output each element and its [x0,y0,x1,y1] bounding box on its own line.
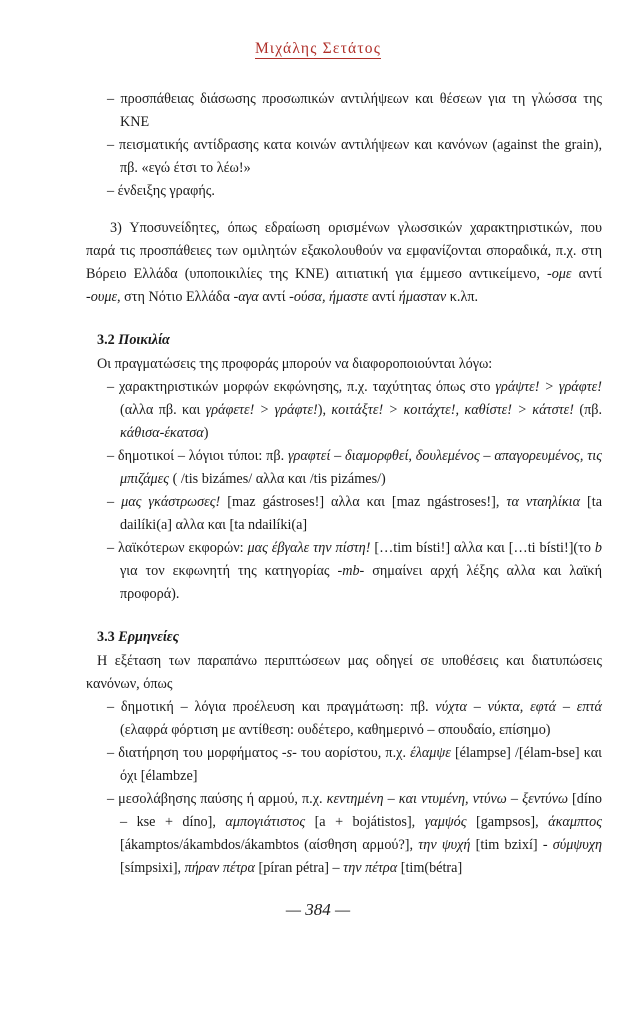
section-intro: Οι πραγματώσεις της προφοράς μπορούν να διαφοροποιούνται λόγω: [97,356,493,372]
list-item: – χαρακτηριστικών μορφών εκφώνησης, π.χ. ταχύτητας όπως στο γράψτε! > γράφτε! (αλλα πβ. και γράφετε! > γράφτε!), κοιτάξτε! > κοιτάχτε!, καθίστε! > κάτστε! (πβ. κάθισα-έκατσα) [107,379,602,441]
bullet-list-3 [96,696,602,880]
running-title: Μιχάλης Σετάτος [254,40,382,57]
section-intro: Η εξέταση των παραπάνω περιπτώσεων μας οδηγεί σε υποθέσεις και διατυπώσεις κανόνων, όπως [86,653,602,692]
list-item: – μας γκάστρωσες! [maz gástroses!] αλλα και [maz ngástroses!], τα νταηλίκια [ta dailíki(a] αλλα και [ta ndailíki(a] [107,494,603,533]
list-item: – δημοτικοί – λόγιοι τύποι: πβ. γραφτεί – διαμορφθεί, δουλεμένος – απαγορευμένος, τις μπιζάμες ( /tis bizámes/ αλλα και /tis pizámes/) [107,448,602,487]
section-heading-3-3: 3.3 Ερμηνείες [97,629,179,645]
page-number: — 384 — [285,900,351,919]
list-item: – προσπάθειας διάσωσης προσωπικών αντιλήψεων και θέσεων για τη γλώσσα της ΚΝΕ [107,91,602,130]
bullet-list-2 [96,376,602,606]
section-heading-3-2: 3.2 Ποικιλία [97,332,170,348]
page-body [86,88,602,880]
running-header [0,40,636,58]
list-item: – διατήρηση του μορφήματος -s- του αορίστου, π.χ. έλαμψε [élampse] /[élam-bse] και όχι [élambze] [107,745,602,784]
list-item: – μεσολάβησης παύσης ή αρμού, π.χ. κεντημένη – και ντυμένη, ντύνω – ξεντύνω [díno – kse + díno], αμπογιάτιστος [a + bojátistos], γαμψός [gampsos], άκαμπτος [ákamptos/ákambdos/ákambtos (αίσθηση αρμού?], την ψυχή [tim bzixí] - σύμψυχη [símpsixi], πήραν πέτρα [píran pétra] – την πέτρα [tim(bétra] [107,791,603,876]
list-item: – πεισματικής αντίδρασης κατα κοινών αντιλήψεων και κανόνων (against the grain), πβ. «εγώ έτσι το λέω!» [107,137,602,176]
paragraph-3: 3) Υποσυνείδητες, όπως εδραίωση ορισμένων γλωσσικών χαρακτηριστικών, που παρά τις προσπάθειες των ομιλητών εξακολουθούν να εμφανίζονται σποραδικά, π.χ. στη Βόρειο Ελλάδα (υποποικιλίες της ΚΝΕ) αιτιατική για έμμεσο αντικείμενο, -ομε αντί -ουμε, στη Νότιο Ελλάδα -αγα αντί -ούσα, ήμαστε αντί ήμασταν κ.λπ. [86,220,602,305]
list-item: – λαϊκότερων εκφορών: μας έβγαλε την πίστη! […tim bísti!] αλλα και […ti bísti!](το b για τον εκφωνητή της κατηγορίας -mb- σημαίνει αρχή λέξης αλλα και λαϊκή προφορά). [107,540,603,602]
list-item: – ένδειξης γραφής. [107,183,215,199]
bullet-list-1 [96,88,602,203]
list-item: – δημοτική – λόγια προέλευση και πραγμάτωση: πβ. νύχτα – νύκτα, εφτά – επτά (ελαφρά φόρτιση με αντίθεση: ουδέτερο, καθημερινό – σπουδαίο, επίσημο) [107,699,602,738]
